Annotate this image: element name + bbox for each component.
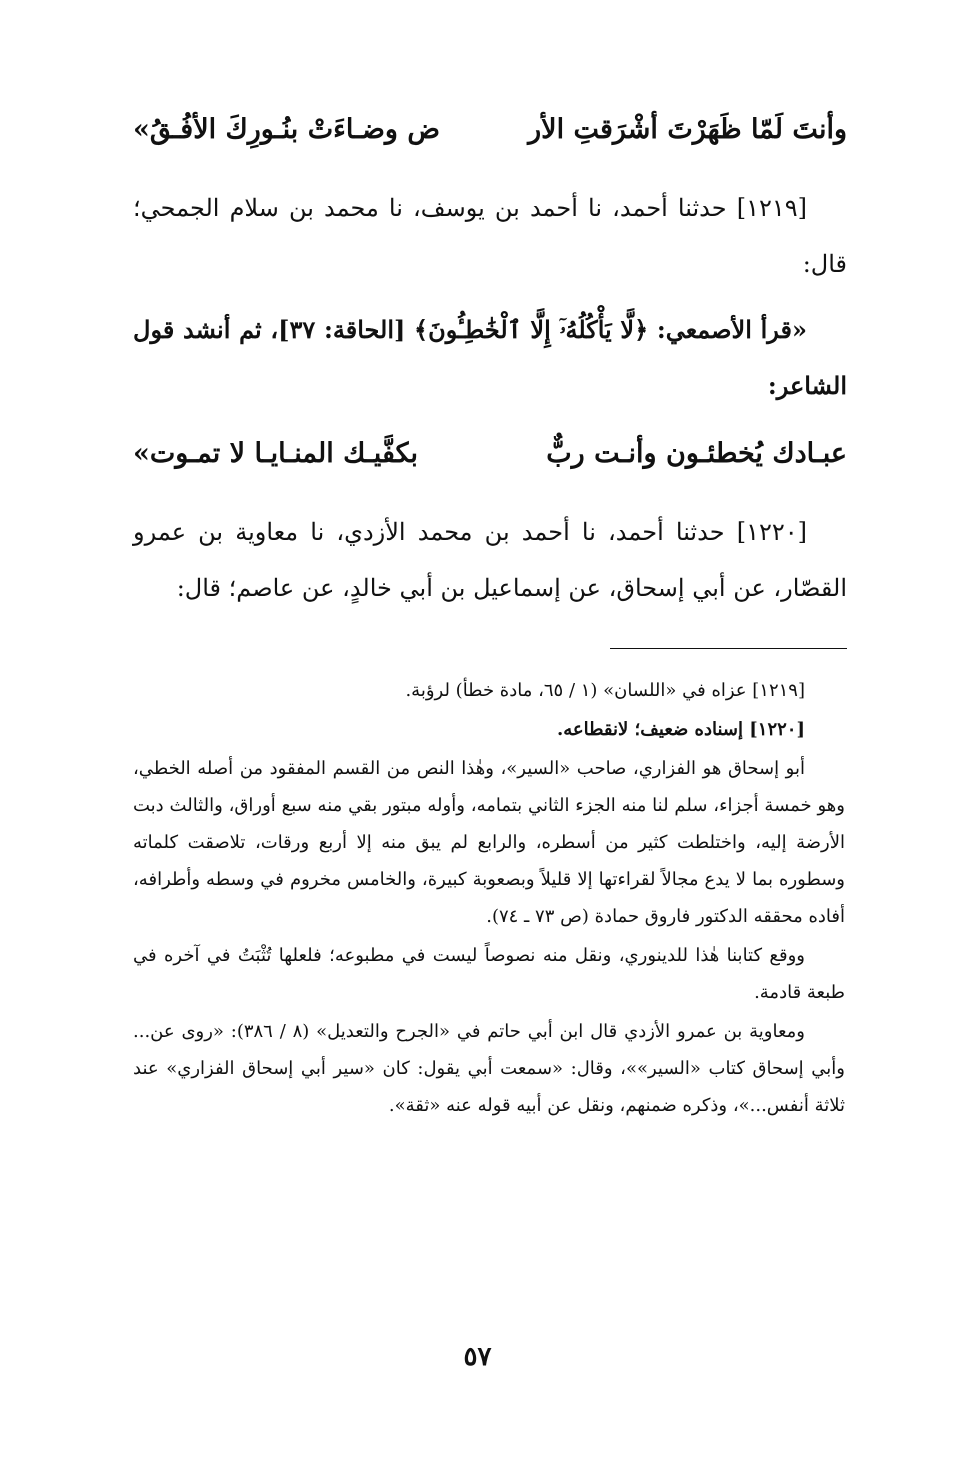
footnote-separator: [610, 648, 847, 649]
footnote-paragraph-1: أبو إسحاق هو الفزاري، صاحب «السير»، وهٰذا النص من القسم المفقود من أصله الخطي، وهو خمسة أجزاء، سلم لنا منه الجزء الثاني بتمامه، وأوله مبتور بقي منه سبع أوراق، والثالث دبت الأرضة إليه، واختلطت كثير من أسطره، والرابع لم يبق منه إلا أربع ورقات، تلاصقت كلماته وسطوره بما لا يدع مجالاً لقراءتها إلا قليلاً وبصعوبة كبيرة، والخامس مخروم في وسطه وأطرافه، أفاده محققه الدكتور فاروق حمادة (ص ٧٣ ـ ٧٤).: [133, 758, 845, 927]
footnote-paragraph-3: ومعاوية بن عمرو الأزدي قال ابن أبي حاتم في «الجرح والتعديل» (٨ / ٣٨٦): «روى عن... وأبي إسحاق كتاب «السير»»، وقال: «سمعت أبي يقول: كان «سير أبي إسحاق الفزاري» عند ثلاثة أنفس...»، وذكره ضمنهم، ونقل عن أبيه قوله عنه «ثقة».: [133, 1021, 845, 1116]
verse-line-2: [133, 424, 847, 484]
verse-line-1: [133, 100, 847, 160]
page-number: ٥٧: [463, 1342, 492, 1372]
asmai-quote: «قرأ الأصمعي: ﴿لَّا يَأْكُلُهُۥٓ إِلَّا ٱلْخَٰطِـُٔونَ﴾ [الحاقة: ٣٧]، ثم أنشد قول الشاعر:: [133, 315, 847, 400]
verse-2-hemistich-b: بكفَّيـك المنـايـا لا تمـوت»: [133, 438, 419, 469]
verse-1-hemistich-b: ض وضـاءَتْ بنُـورِكَ الأفُـقُ»: [133, 114, 440, 145]
footnote-paragraph-2: ووقع كتابنا هٰذا للدينوري، ونقل منه نصوصاً ليست في مطبوعه؛ فلعلها تُثْبَتُ في آخره في طبعة قادمة.: [133, 945, 845, 1003]
verse-1-hemistich-a: وأنتَ لَمّا ظَهَرْتَ أشْرَقتِ الأر: [528, 114, 847, 145]
footnote-1220: [١٢٢٠] إسناده ضعيف؛ لانقطاعه.: [556, 719, 805, 740]
footnote-1219: [١٢١٩] عزاه في «اللسان» (١ / ٦٥، مادة خطأ) لرؤبة.: [405, 680, 805, 701]
verse-2-hemistich-a: عبـادك يُخطئـون وأنـت ربٌّ: [546, 438, 847, 469]
footnotes: [133, 672, 845, 1126]
hadith-1220: [١٢٢٠] حدثنا أحمد، نا أحمد بن محمد الأزدي، نا معاوية بن عمرو القصّار، عن أبي إسحاق، عن إسماعيل بن أبي خالدٍ، عن عاصم؛ قال:: [133, 518, 847, 602]
main-text: [133, 100, 847, 626]
hadith-1219: [١٢١٩] حدثنا أحمد، نا أحمد بن يوسف، نا محمد بن سلام الجمحي؛ قال:: [133, 194, 847, 278]
